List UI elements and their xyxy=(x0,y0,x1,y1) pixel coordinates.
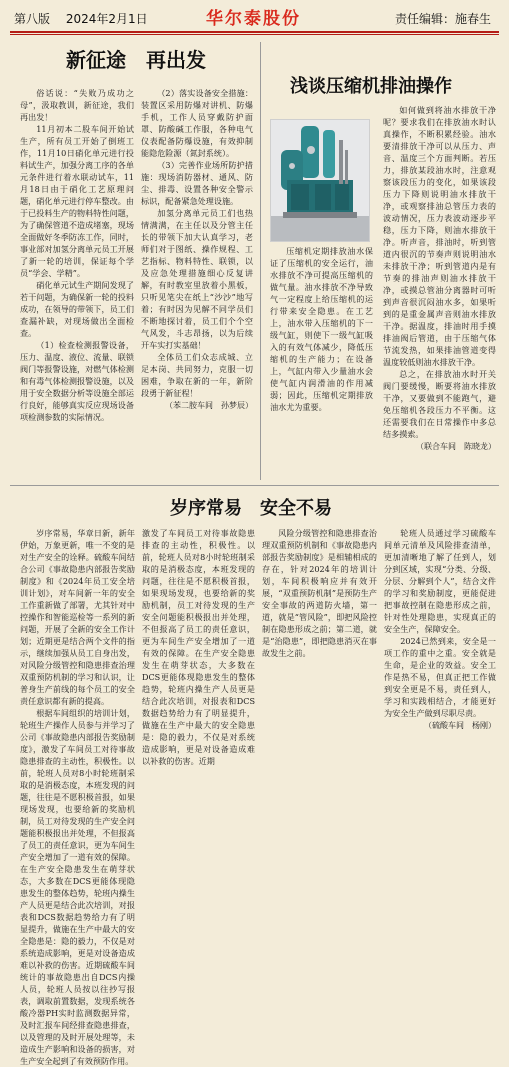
header-rule-thin xyxy=(10,34,499,35)
paragraph: 如何做到将油水排放干净呢？要求我们在排放油水时认真操作，不断积累经验。油水要清排放干净可以从压力、声音、温度三个方面判断。若压力，排放某段油水时，注意观察该段压力的变化，如果该段压力下降则说明油水排放干净，或观察排油总管压力表的波动情况，压力表波动逐步平稳，压力下降，则油水排放干净。听声音，排油时，听到管道内很沉的节奏声则说明油水未排放干净；听到管道内是有节奏的排油声则油水排放干净，或摸总管油分离器时可听到声音很沉闷油水多，如果听到的是重金属声音则油水排放干净。据温度，排油时用手摸排油阀后管道，由于压缩气体节流发热，如果排油管道变得温度较低则油水排放干净。 xyxy=(383,105,496,367)
header-rule xyxy=(10,31,499,33)
paragraph: 加氢分离单元员工们也热情满满，在主任以及分管主任长的带领下加大认真学习，老师们对于图纸、操作规程、工艺指标、物料特性、联锁，以及应急处理措施细心反复讲解，有时教室里放着小黑板，只听见笔尖在纸上“沙沙”地写着；有时因为见解不同学员们不断地探讨着，员工们个个空气风发，斗志昂扬，以为后续开车实打实基础！ xyxy=(141,208,253,350)
article2-byline: （联合车间 陈晓龙） xyxy=(416,442,496,451)
paragraph: 总之，在排放油水时开关阀门要缓慢，断要将油水排放干净，又要做到不能跑气，避免压缩机各段压力不平衡。这还需要我们在日常操作中多总结多摸索。 xyxy=(383,369,496,439)
article1-byline: （苯二胺车间 孙梦辰） xyxy=(165,401,253,410)
paragraph: 岁序常易，华章日新，新年伊始，万象更新，唯一不变的是对生产安全的诠释。硫酸车间结合公司《事故隐患内部报告奖励制度》和《2024年员工安全培训计划》，对车间新一年的安全工作重新做了部署，尤其针对中控操作和智能巡检等一系列的新问题，开展了全新的安全工作计划；近期更是结合两个文件的指示，继续加强从员工自身出发，对风险分级管控和隐患排查治理双重预防机制的学习和认识，让普身生产前线的每个员工的安全责任意识都有新的提高。 xyxy=(20,528,135,706)
article1-title: 新征途 再出发 xyxy=(66,48,206,72)
paragraph: 硝化单元试生产期间发现了若干问题，为确保新一轮的投料成功，在领导的带领下，员工们查漏补缺，对现场做出全面检查。 xyxy=(20,280,134,338)
article3-byline: （硫酸车间 杨刚） xyxy=(424,721,496,730)
article2-title: 浅谈压缩机排油操作 xyxy=(290,76,452,97)
editor-credit: 责任编辑：施春生 xyxy=(394,12,491,26)
paragraph: 轮班人员通过学习硫酸车间单元清单及风险排查清单，更加清晰地了解了任到人，划分到区域，实现“分类、分级、分层、分解到个人”，结合文件的学习和奖励制度，更能促进把事故控制在隐患形成之前，针对性处理隐患，实现真正的安全生产，保障安全。 xyxy=(384,528,496,634)
article3-title: 岁序常易 安全不易 xyxy=(170,498,332,519)
compressor-photo xyxy=(270,119,370,242)
article3-col4 xyxy=(384,527,496,789)
section-divider xyxy=(10,485,499,486)
masthead: 华尔泰股份 xyxy=(206,9,301,29)
paragraph: 全体员工们众志成城、立足本岗、共同努力，克服一切困难，争取在新的一年，新阶段勇于新征程！ xyxy=(141,352,253,398)
paragraph: 2024已然到来，安全是一项工作的重中之重。安全就是生命，是企业的效益。安全工作是热不易，但真正把工作做到安全更是不易，责任到人，学习和实践相结合，才能更好为安全生产做到尽职尽责。 xyxy=(384,636,496,718)
paragraph: 俗话说：“失败乃成功之母”，汲取教训，新征途，我们再出发！ xyxy=(20,88,134,122)
page-number: 第八版 xyxy=(14,12,51,26)
issue-date: 2024年2月1日 xyxy=(65,12,148,26)
paragraph: 根据车间组织的培训计划，轮班生产操作人员参与并学习了公司《事故隐患内部报告奖励制度》，激发了车间员工对待事故隐患排查的主动性，积极性。以前，轮班人员对8小时轮班制采取的是消极态度，本班发现的问题，往往是不愿积极首报，如果现场发现，也要给新的奖励机制，员工对待发现的生产安全问题能积极报出并处理，不但报高了员工的责任意识，更为车间生产安全增加了一道有效的保障。在生产安全隐患发生在萌芽状态，大多数在DCS更能体现隐患发生的整体趋势，轮班内操生产人员更是结合此次培训，对报表和DCS数据趋势给力有了明显提升，做施在生产中最大的安全隐患是：隐的毅力，不仅是对系统造成影响，更是对设备造成难以补救的伤害。近期硫酸车间统计的事故隐患出自DCS内操人员，轮班人员按以往抄写报表，调取前置数据，发现系统各酸冷器PH实时监测数据异常，及时汇报车间经排查隐患排查，以及管理的及时开展处理等，未造成生产影响和设备的损害，对生产安全起到了有效预防作用。 xyxy=(20,708,135,1066)
article2-col2 xyxy=(383,104,496,482)
article3-col1 xyxy=(20,527,135,1066)
article1-col2 xyxy=(141,87,253,482)
paragraph: 压缩机定期排放油水保证了压缩机的安全运行，油水排放不净可提高压缩机的做气量。油水排放不净导致气一定程度上给压缩机的运行带来安全隐患。在工艺上，油水带入压缩机的下一级气缸，则使下一级气缸吸入的有效气体减少，降低压缩机的生产能力；在设备上，气缸内带入少量油水会使气缸内润滑油的作用减弱；因此，压缩机定期排放油水尤为重要。 xyxy=(270,246,373,412)
paragraph: 激发了车间员工对待事故隐患排查的主动性，积极性。以前，轮班人员对8小时轮班制采取的是消极态度，本班发现的问题，往往是不愿积极首报，如果现场发现，也要给新的奖励机制，员工对待发现的生产安全问题能积极报出并处理，不但报高了员工的责任意识，更为车间生产安全增加了一道有效的保障。在生产安全隐患发生在萌芽状态，大多数在DCS更能体现隐患发生的整体趋势，轮班内操生产人员更是结合此次培训，对报表和DCS数据趋势给力有了明显提升，做施在生产中最大的安全隐患是：隐的毅力，不仅是对系统造成影响，更是对设备造成难以补救的伤害。近期 xyxy=(142,528,255,766)
paragraph: 风险分级管控和隐患排查治理双重预防机制和《事故隐患内部报告奖励制度》是相辅相成的存在，针对2024年的培训计划，车间积极响应并有效开展，“双重预防机制”是预防生产安全事故的两道防火墙，第一道，就是“管风险”，即把风险控制在隐患形成之前；第二道，就是“治隐患”，即把隐患消灭在事故发生之前。 xyxy=(262,528,377,658)
paragraph: （2）落实设备安全措施：装置区采用防爆对讲机、防爆手机，工作人员穿戴防护面罩、防酸碱工作服，各种电气仪表配备防爆设施，有效抑制能隐危险源（氮封系统）。 xyxy=(141,88,253,158)
header-left xyxy=(14,10,160,27)
page-header xyxy=(0,0,509,34)
article3-col2 xyxy=(142,527,255,789)
paragraph: 11月初本二股车间开始试生产，所有员工开始了倒班工作，11月10日硝化单元进行投料试生产，加强分离工序的各单元条件进行着水联动试车，11月18日由于硝化工艺原理问题，硝化单元进行停车整改。由于已投料生产的物料特性问题，为了确保管道不造成堵塞，现场全面做好冬季防冻工作，同时，事业部对加氢分离单元员工开展了新一轮的培训，保证每个学员“学会、学精”。 xyxy=(20,124,134,278)
article2-col1 xyxy=(270,245,373,475)
article1-col1 xyxy=(20,87,134,478)
paragraph: （1）检查检测报警设备，压力、温度、液位、流量、联锁阀门等报警设施，对燃气体检测和有毒气体检测报警设施，以及用于安全数据分析等设施全部运行良好，能够真实反应现场设备项检测参数的实际情况。 xyxy=(20,340,134,422)
paragraph: （3）完善作业场所防护措施：现场消防器材、通风、防尘、排毒、设置各种安全警示标识，配备紧急处理设施。 xyxy=(141,160,253,206)
column-divider xyxy=(260,42,261,480)
article3-col3 xyxy=(262,527,377,789)
